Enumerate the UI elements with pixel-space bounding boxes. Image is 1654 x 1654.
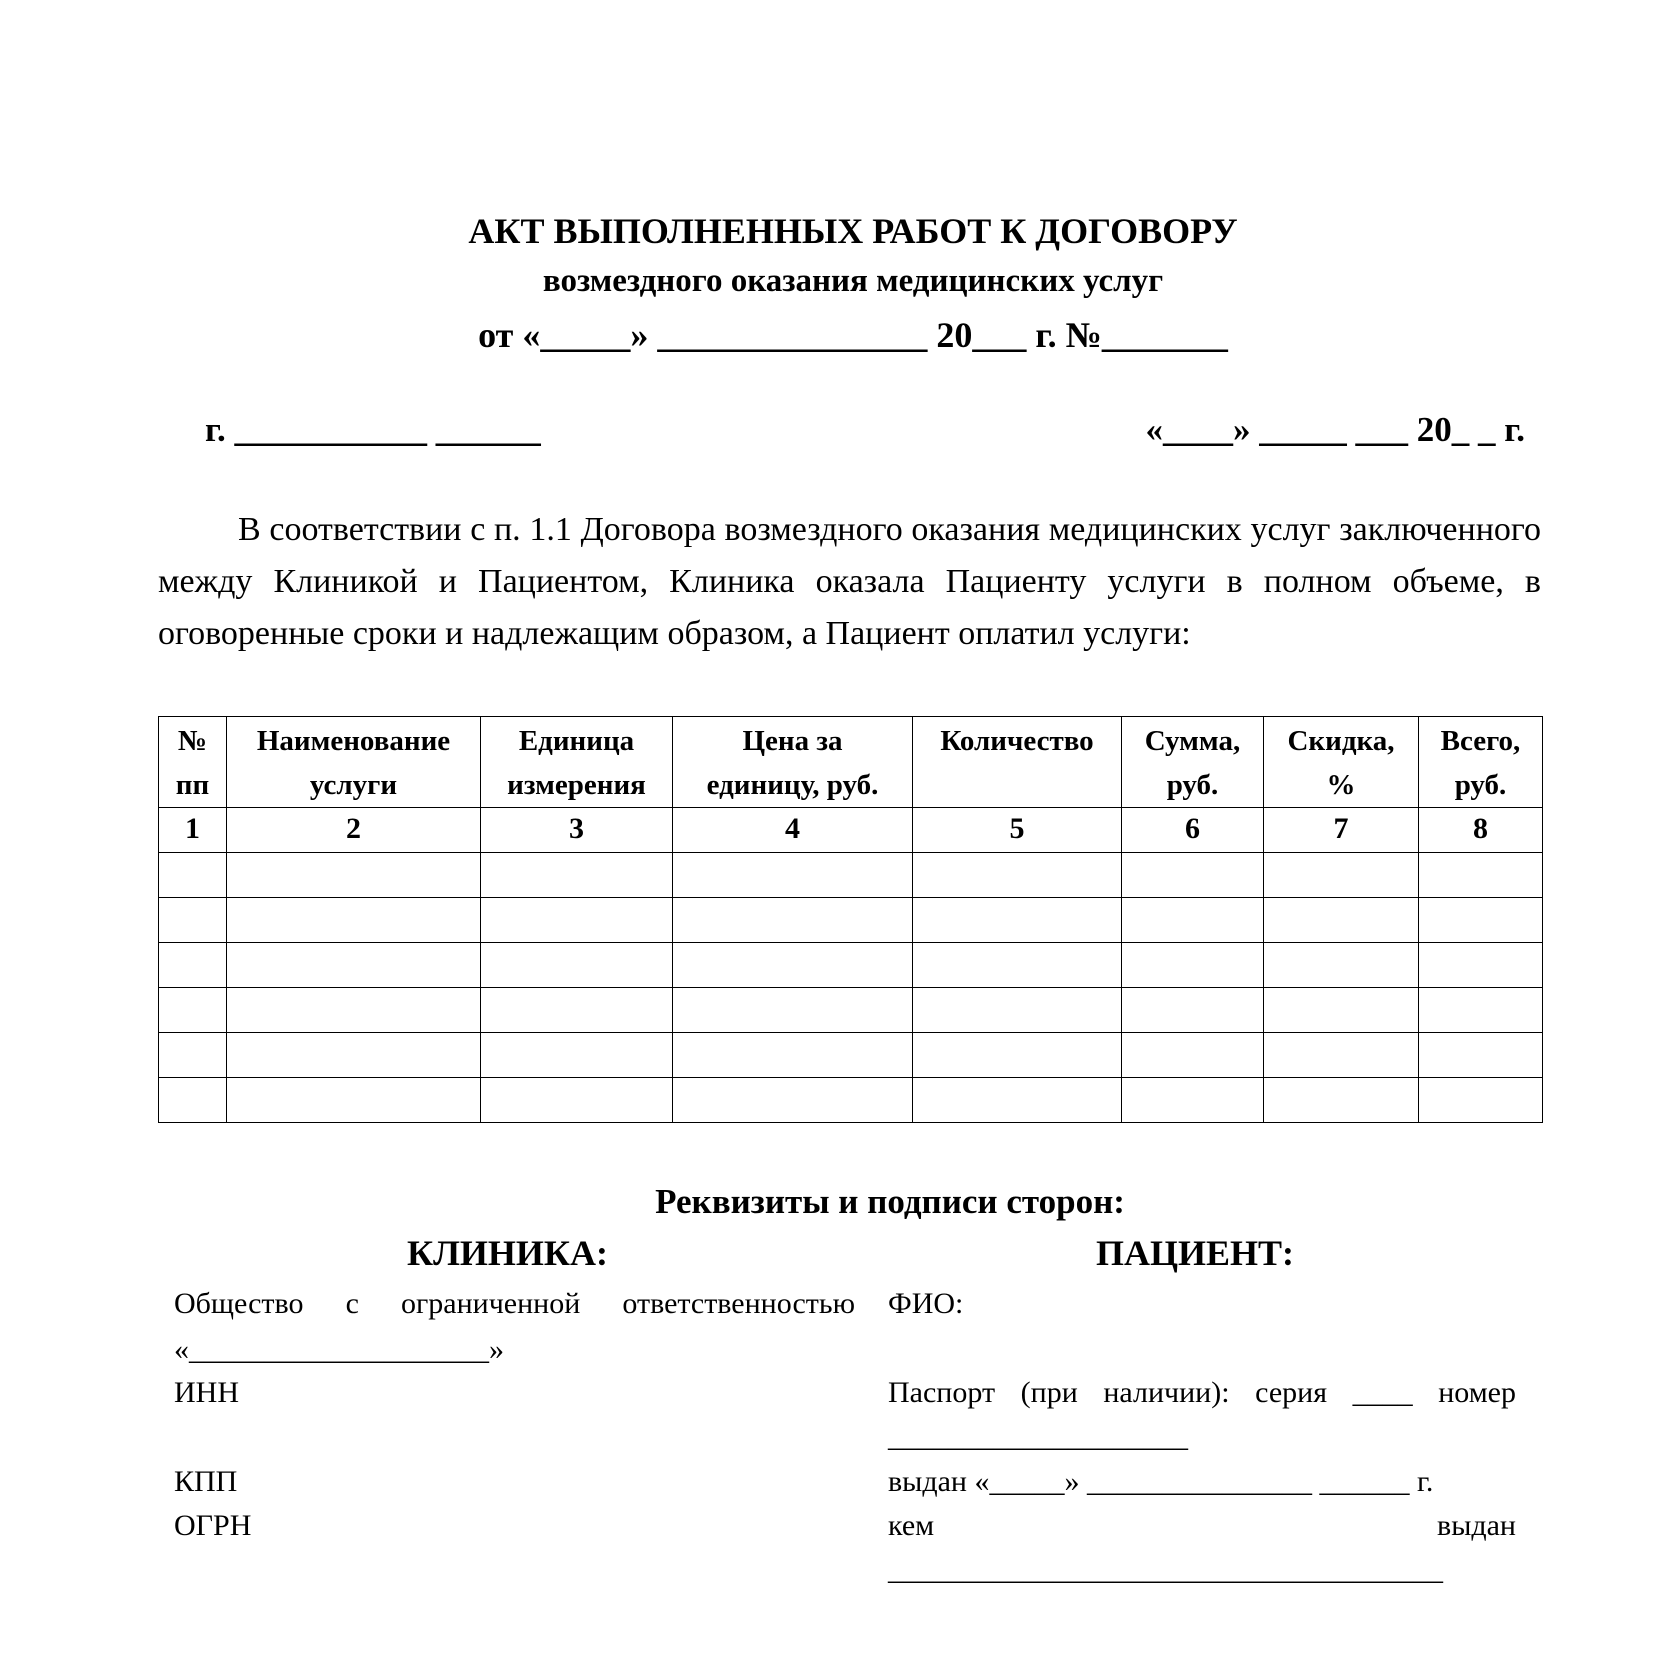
clinic-kpp: КПП xyxy=(174,1465,238,1498)
table-cell[interactable] xyxy=(227,853,481,898)
table-cell[interactable] xyxy=(913,853,1122,898)
column-number-row xyxy=(159,808,1543,853)
table-cell[interactable] xyxy=(1122,943,1264,988)
table-cell[interactable] xyxy=(673,988,913,1033)
table-cell[interactable] xyxy=(159,943,227,988)
table-row xyxy=(159,1033,1543,1078)
patient-passport: Паспорт (при наличии): серия ____ номер xyxy=(888,1376,1516,1409)
table-cell[interactable] xyxy=(159,1078,227,1123)
table-cell[interactable] xyxy=(913,988,1122,1033)
column-number: 3 xyxy=(481,808,673,853)
clinic-inn: ИНН xyxy=(174,1376,239,1409)
table-cell[interactable] xyxy=(913,1078,1122,1123)
services-table xyxy=(158,716,1543,1123)
column-number: 8 xyxy=(1419,808,1543,853)
header-cell: Наименование услуги xyxy=(227,717,481,808)
document-title: АКТ ВЫПОЛНЕННЫХ РАБОТ К ДОГОВОРУ xyxy=(468,211,1238,251)
header-cell: Цена за единицу, руб. xyxy=(673,717,913,808)
table-cell[interactable] xyxy=(673,853,913,898)
table-cell[interactable] xyxy=(481,853,673,898)
table-cell[interactable] xyxy=(159,898,227,943)
table-cell[interactable] xyxy=(159,853,227,898)
table-cell[interactable] xyxy=(1122,1078,1264,1123)
header-cell: № пп xyxy=(159,717,227,808)
patient-passport-issued-by: кем выдан xyxy=(888,1509,1516,1542)
clinic-org-form: Общество с ограниченной ответственностью xyxy=(174,1287,855,1320)
table-cell[interactable] xyxy=(1122,988,1264,1033)
table-cell[interactable] xyxy=(1122,853,1264,898)
table-cell[interactable] xyxy=(1419,853,1543,898)
table-cell[interactable] xyxy=(481,1078,673,1123)
column-number: 5 xyxy=(913,808,1122,853)
header-cell: Единица измерения xyxy=(481,717,673,808)
table-cell[interactable] xyxy=(481,1033,673,1078)
table-cell[interactable] xyxy=(1419,988,1543,1033)
table-cell[interactable] xyxy=(1419,898,1543,943)
table-cell[interactable] xyxy=(1264,853,1419,898)
contract-date-line: от «_____» _______________ 20___ г. №_______ xyxy=(478,315,1228,355)
header-cell: Сумма, руб. xyxy=(1122,717,1264,808)
table-row xyxy=(159,853,1543,898)
table-header-row xyxy=(159,717,1543,808)
header-cell: Всего, руб. xyxy=(1419,717,1543,808)
table-cell[interactable] xyxy=(159,1033,227,1078)
table-cell[interactable] xyxy=(227,898,481,943)
table-cell[interactable] xyxy=(227,1033,481,1078)
clinic-org-name: «____________________» xyxy=(174,1333,504,1366)
clinic-ogrn: ОГРН xyxy=(174,1509,252,1542)
column-number: 1 xyxy=(159,808,227,853)
table-cell[interactable] xyxy=(1264,988,1419,1033)
table-cell[interactable] xyxy=(1264,898,1419,943)
city-field: г. ___________ ______ xyxy=(205,410,541,449)
table-cell[interactable] xyxy=(913,1033,1122,1078)
patient-passport-number-line: ____________________ xyxy=(888,1420,1188,1453)
patient-issued-by-line: _____________________________________ xyxy=(888,1553,1443,1586)
table-row xyxy=(159,1078,1543,1123)
intro-paragraph: В соответствии с п. 1.1 Договора возмездного оказания медицинских услуг заключенного между Клиникой и Пациентом, Клиника оказала Пациенту услуги в полном объеме, в оговоренные сроки и надлежащим образом, а Пациент оплатил услуги: xyxy=(158,511,1541,652)
table-cell[interactable] xyxy=(1264,1078,1419,1123)
table-cell[interactable] xyxy=(673,1033,913,1078)
table-cell[interactable] xyxy=(673,943,913,988)
table-cell[interactable] xyxy=(227,988,481,1033)
table-cell[interactable] xyxy=(481,898,673,943)
header-cell: Количество xyxy=(913,717,1122,808)
document-subtitle: возмездного оказания медицинских услуг xyxy=(542,263,1164,299)
act-date-field: «____» _____ ___ 20_ _ г. xyxy=(1145,410,1525,449)
table-row xyxy=(159,988,1543,1033)
table-cell[interactable] xyxy=(1122,1033,1264,1078)
table-cell[interactable] xyxy=(1122,898,1264,943)
patient-passport-issued: выдан «_____» _______________ ______ г. xyxy=(888,1465,1434,1498)
column-number: 2 xyxy=(227,808,481,853)
patient-heading: ПАЦИЕНТ: xyxy=(1096,1233,1295,1273)
table-cell[interactable] xyxy=(1264,1033,1419,1078)
table-cell[interactable] xyxy=(913,898,1122,943)
patient-fio: ФИО: xyxy=(888,1287,964,1320)
table-cell[interactable] xyxy=(159,988,227,1033)
table-row xyxy=(159,943,1543,988)
table-cell[interactable] xyxy=(913,943,1122,988)
table-cell[interactable] xyxy=(1264,943,1419,988)
table-cell[interactable] xyxy=(1419,1078,1543,1123)
header-cell: Скидка, % xyxy=(1264,717,1419,808)
table-cell[interactable] xyxy=(673,1078,913,1123)
table-cell[interactable] xyxy=(1419,1033,1543,1078)
column-number: 6 xyxy=(1122,808,1264,853)
table-row xyxy=(159,898,1543,943)
table-cell[interactable] xyxy=(673,898,913,943)
column-number: 4 xyxy=(673,808,913,853)
table-cell[interactable] xyxy=(481,943,673,988)
table-cell[interactable] xyxy=(227,943,481,988)
signatures-heading: Реквизиты и подписи сторон: xyxy=(655,1182,1125,1221)
clinic-heading: КЛИНИКА: xyxy=(407,1233,609,1273)
table-cell[interactable] xyxy=(227,1078,481,1123)
table-cell[interactable] xyxy=(481,988,673,1033)
column-number: 7 xyxy=(1264,808,1419,853)
table-cell[interactable] xyxy=(1419,943,1543,988)
